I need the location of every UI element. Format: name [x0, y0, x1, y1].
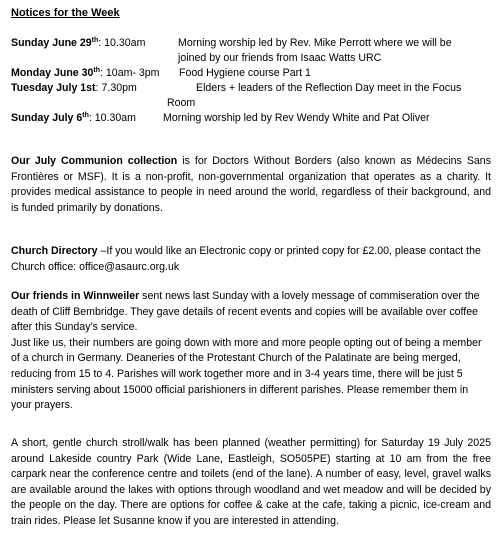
winnweiler-heading: Our friends in Winnweiler: [11, 290, 140, 302]
schedule-day: Monday June 30: [11, 67, 94, 79]
schedule-item: [11, 67, 160, 80]
schedule-desc-cont: Room: [167, 97, 196, 109]
schedule-time: : 10am- 3pm: [100, 67, 160, 79]
directory-paragraph: [11, 244, 491, 275]
winnweiler-text: sent news last Sunday with a lovely message of commiseration over the death of Cliff Bembridge. They gave details of recent events and copies will be available over coffee after this Sunday’s service.: [11, 290, 480, 334]
schedule-day: Tuesday July 1st: [11, 82, 96, 94]
schedule-item: [11, 112, 136, 125]
schedule-time: : 10.30am: [88, 112, 136, 124]
page-title: Notices for the Week: [11, 7, 120, 19]
schedule-item: [11, 82, 137, 95]
communion-heading: Our July Communion collection: [11, 155, 178, 167]
stroll-paragraph: A short, gentle church stroll/walk has been planned (weather permitting) for Saturday 19 July 2025 around Lakeside country Park (Wide Lane, Eastleigh, SO505PE) starting at 10 am from the free carpark near the conference centre and toilets (end of the lane). A number of easy, level, gravel walks are available around the lakes with options through woodland and wet meadow and will be decided by the people on the day. There are options for coffee & cake at the cafe, taking a picnic, ice-cream and train rides. Please let Susanne know if you are interested in attending.: [11, 437, 491, 527]
schedule-time: : 10.30am: [98, 37, 146, 49]
schedule-day-suffix: th: [91, 37, 99, 44]
communion-paragraph: [11, 154, 491, 216]
schedule-desc-cont: joined by our friends from Isaac Watts URC: [178, 52, 382, 64]
communion-text: is for Doctors Without Borders (also known as Médecins Sans Frontières or MSF). It is a non-profit, non-governmental organization that operates as a charity. It provides medical assistance to people in need around the world, regardless of their background, and is funded primarily by donations.: [11, 155, 491, 214]
winnweiler-text-2: Just like us, their numbers are going down with more and more people opting out of being a member of a church in Germany. Deaneries of the Protestant Church of the Palatinate are being merged, reducing from 15 to 4. Parishes will work together more and in 3-4 years time, there will be just 5 ministers serving about 15000 official parishioners in different parishes. Please remember them in your prayers.: [11, 336, 482, 412]
schedule-desc: Morning worship led by Rev. Mike Perrott where we will be: [178, 37, 452, 49]
schedule-desc: Food Hygiene course Part 1: [179, 67, 311, 79]
winnweiler-paragraph: [11, 289, 491, 414]
schedule-time: : 7.30pm: [95, 82, 137, 94]
schedule-desc: Morning worship led by Rev Wendy White and Pat Oliver: [163, 112, 430, 124]
schedule-item: [11, 37, 145, 50]
schedule-day: Sunday July 6: [11, 112, 83, 124]
schedule-desc: Elders + leaders of the Reflection Day meet in the Focus: [196, 82, 462, 94]
directory-heading: Church Directory: [11, 245, 98, 257]
schedule-day: Sunday June 29: [11, 37, 92, 49]
directory-text: –If you would like an Electronic copy or printed copy for £2.00, please contact the Church office: office@asaurc.org.uk: [11, 245, 481, 273]
schedule-day-suffix: th: [93, 67, 101, 74]
schedule-day-suffix: th: [82, 112, 89, 119]
